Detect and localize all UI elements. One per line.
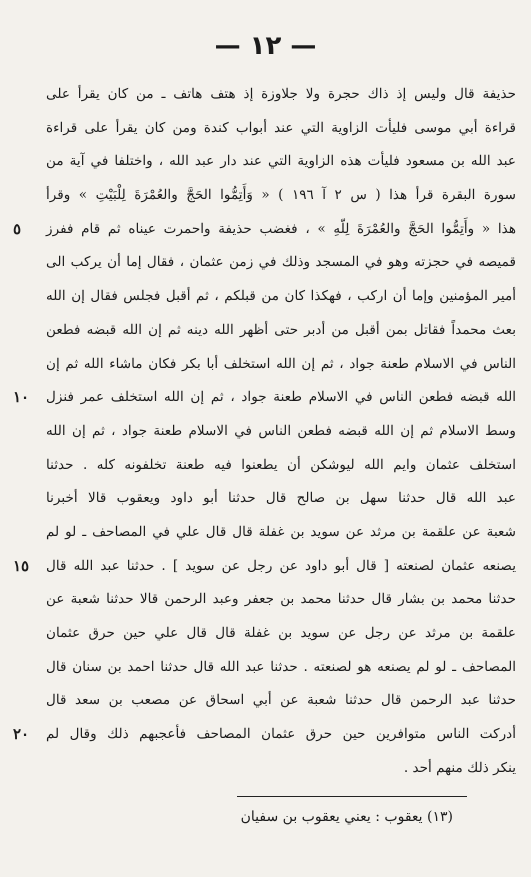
text-line <box>46 415 516 449</box>
text-line <box>46 516 516 550</box>
line-text: أمير المؤمنين وإما أن اركب ، فهكذا كان من قبلكم ، ثم أقبل فجلس فقال إن الله <box>46 288 516 305</box>
line-text: يصنعه عثمان لصنعته [ قال أبو داود عن رجل عن سويد ] . حدثنا عبد الله قال <box>46 557 516 574</box>
text-line <box>46 651 516 685</box>
page-number: — ١٢ — <box>214 31 317 61</box>
text-line <box>46 482 516 516</box>
line-text: الله قبضه فطعن الناس في الاسلام طعنة جواد ، ثم إن الله استخلف عمر فنزل <box>46 389 516 406</box>
line-text: شعبة عن علقمة بن مرثد عن سويد بن غفلة قال قال علي في المصاحف ـ لو لم <box>46 523 516 540</box>
text-line <box>46 112 516 146</box>
text-line <box>46 684 516 718</box>
line-text: استخلف عثمان وايم الله ليوشكن أن يطعنوا فيه طعنة تخلفونه كله . حدثنا <box>46 456 516 473</box>
text-line <box>46 314 516 348</box>
text-line <box>13 550 516 584</box>
line-text: سورة البقرة قرأ هذا ( س ٢ آ ١٩٦ ) « وَأَتِمُّوا الحَجَّ والعُمْرَةَ لِلْبَيْتِ » وقرأ <box>46 187 516 204</box>
line-text: وسط الاسلام ثم إن الله قبضه فطعن الناس في الاسلام طعنة جواد ، ثم إن الله <box>46 422 516 439</box>
footnote-divider <box>237 796 467 797</box>
line-text: المصاحف ـ لو لم يصنعه هو لصنعته . حدثنا عبد الله قال حدثنا احمد بن سنان قال <box>46 658 516 675</box>
line-text: علقمة بن مرثد عن رجل عن سويد بن غفلة قال قال علي حين حرق عثمان <box>46 625 516 641</box>
text-line <box>46 449 516 483</box>
text-line <box>46 78 516 112</box>
line-text: عبد الله قال حدثنا سهل بن صالح قال حدثنا أبو داود ويعقوب قالا أخبرنا <box>46 490 516 507</box>
line-text: ينكر ذلك منهم أحد . <box>403 759 516 776</box>
footnote: (١٣) يعقوب : يعني يعقوب بن سفيان <box>240 809 453 825</box>
line-text: هذا « وأَتِمُّوا الحَجَّ والعُمْرَةَ لِلّهِ » ، فغضب حذيفة واحمرت عيناه ثم قام ففرز <box>46 220 516 237</box>
line-number: ١٥ <box>13 556 30 575</box>
body-text <box>13 78 516 785</box>
text-line-last <box>46 752 516 786</box>
text-line <box>46 617 516 651</box>
line-text: قراءة أبي موسى فليأت الزاوية التي عند أبواب كندة ومن كان يقرأ على قراءة <box>46 119 516 136</box>
line-text: الناس في الاسلام طعنة جواد ، ثم إن الله استخلف أبا بكر فكان ماشاء الله ثم إن <box>46 355 516 372</box>
text-line <box>46 348 516 382</box>
text-line <box>13 718 516 752</box>
line-text: قميصه في حجزته وهو في المسجد وذلك في زمن عثمان ، فقال إما أن يركب الى <box>46 254 516 271</box>
text-line <box>46 280 516 314</box>
line-text: عبد الله بن مسعود فليأت هذه الزاوية التي عند دار عبد الله ، واختلفا في آية من <box>46 153 516 170</box>
line-number: ٢٠ <box>13 725 30 744</box>
text-line <box>13 381 516 415</box>
line-text: حدثنا عبد الرحمن قال حدثنا شعبة عن أبي اسحاق عن مصعب بن سعد قال <box>46 692 516 709</box>
line-text: حذيفة قال وليس إذ ذاك حجرة ولا جلاوزة إذ هتف هاتف ـ من كان يقرأ على <box>46 86 516 102</box>
line-number: ٥ <box>13 219 22 238</box>
line-text: أدركت الناس متوافرين حين حرق عثمان المصاحف فأعجبهم ذلك وقال لم <box>46 726 516 743</box>
line-text: بعث محمداً فقاتل بمن أقبل من أدبر حتى أظهر الله دينه ثم إن الله قبضه فطعن <box>46 321 516 338</box>
text-line <box>13 213 516 247</box>
line-text: حدثنا محمد بن بشار قال حدثنا محمد بن جعفر وعبد الرحمن قالا حدثنا شعبة عن <box>46 591 516 608</box>
text-line <box>46 179 516 213</box>
line-number: ١٠ <box>13 388 30 407</box>
text-line <box>46 583 516 617</box>
text-line <box>46 246 516 280</box>
text-line <box>46 145 516 179</box>
